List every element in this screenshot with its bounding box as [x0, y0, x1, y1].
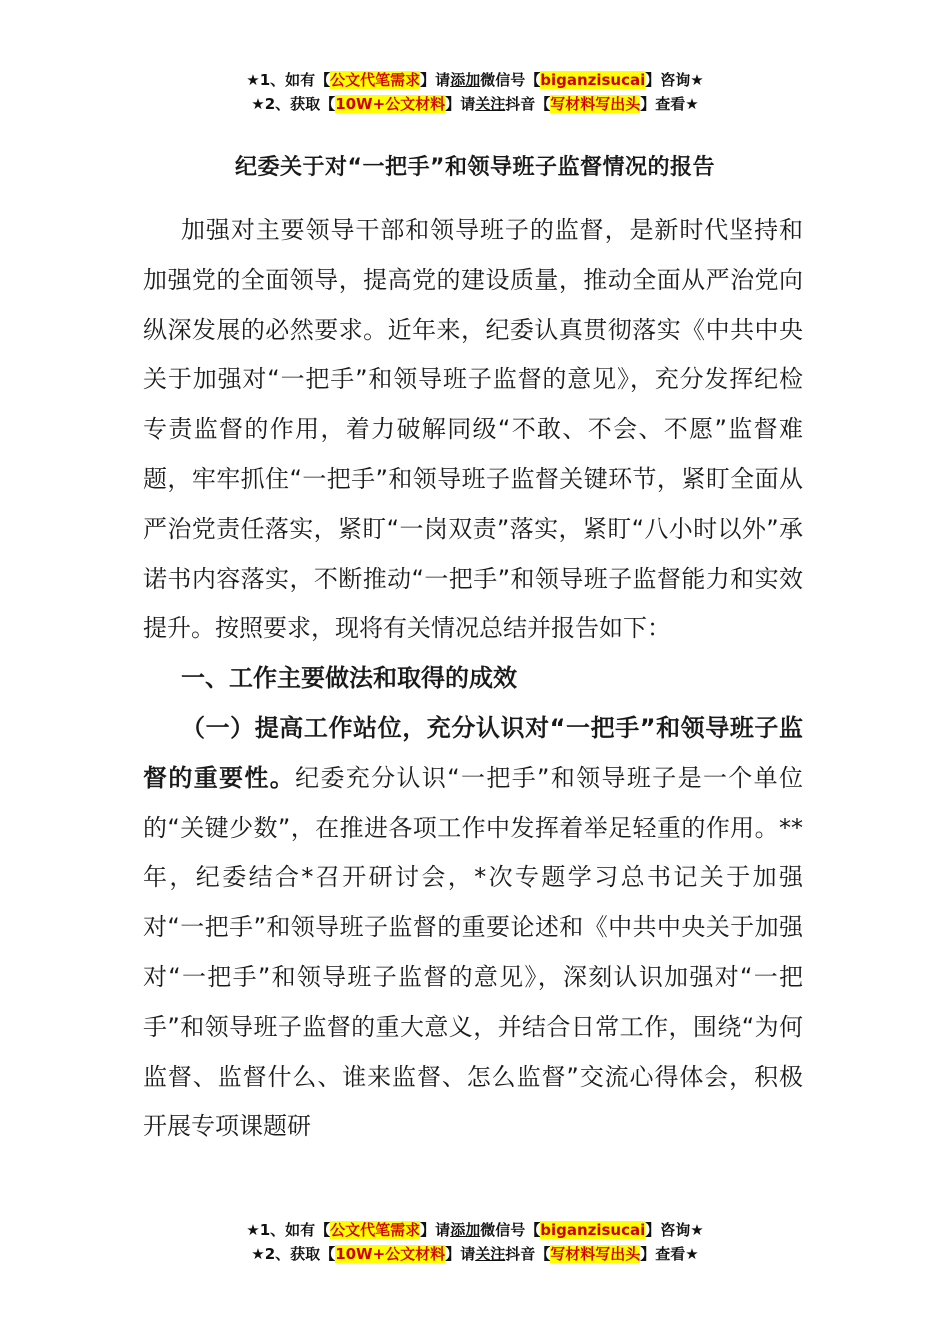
promo-line-1: ★1、如有【公文代笔需求】请添加微信号【biganzisucai】咨询★	[246, 71, 704, 89]
document-body	[143, 206, 803, 1152]
promo-line-2: ★2、获取【10W+公文材料】请关注抖音【写材料写出头】查看★	[251, 1245, 699, 1263]
promo-banner-top	[0, 68, 950, 116]
section-heading: 一、工作主要做法和取得的成效	[181, 664, 517, 693]
promo-banner-bottom	[0, 1218, 950, 1266]
promo-highlight: 公文代笔需求	[330, 71, 421, 89]
promo-highlight: biganzisucai	[540, 71, 646, 89]
promo-highlight: 写材料写出头	[550, 1245, 641, 1263]
subsection-paragraph	[143, 704, 803, 1152]
intro-paragraph: 加强对主要领导干部和领导班子的监督，是新时代坚持和加强党的全面领导，提高党的建设质量，推动全面从严治党向纵深发展的必然要求。近年来，纪委认真贯彻落实《中共中央关于加强对“一把手”和领导班子监督的意见》，充分发挥纪检专责监督的作用，着力破解同级“不敢、不会、不愿”监督难题，牢牢抓住“一把手”和领导班子监督关键环节，紧盯全面从严治党责任落实，紧盯“一岗双责”落实，紧盯“八小时以外”承诺书内容落实，不断推动“一把手”和领导班子监督能力和实效提升。按照要求，现将有关情况总结并报告如下：	[143, 216, 803, 643]
promo-highlight: 10W+公文材料	[335, 95, 446, 113]
promo-highlight: 公文代笔需求	[330, 1221, 421, 1239]
promo-highlight: 10W+公文材料	[335, 1245, 446, 1263]
document-title: 纪委关于对“一把手”和领导班子监督情况的报告	[235, 155, 715, 180]
subsection-lead: （一）提高工作站位，充分认识对“一把手”和领导班子监督的重要性。	[143, 713, 803, 792]
promo-highlight: biganzisucai	[540, 1221, 646, 1239]
subsection-body: 纪委充分认识“一把手”和领导班子是一个单位的“关键少数”，在推进各项工作中发挥着举足轻重的作用。**年，纪委结合*召开研讨会，*次专题学习总书记关于加强对“一把手”和领导班子监督的重要论述和《中共中央关于加强对“一把手”和领导班子监督的意见》，深刻认识加强对“一把手”和领导班子监督的重大意义，并结合日常工作，围绕“为何监督、监督什么、谁来监督、怎么监督”交流心得体会，积极开展专项课题研	[143, 763, 803, 1141]
promo-line-1: ★1、如有【公文代笔需求】请添加微信号【biganzisucai】咨询★	[246, 1221, 704, 1239]
promo-highlight: 写材料写出头	[550, 95, 641, 113]
promo-line-2: ★2、获取【10W+公文材料】请关注抖音【写材料写出头】查看★	[251, 95, 699, 113]
